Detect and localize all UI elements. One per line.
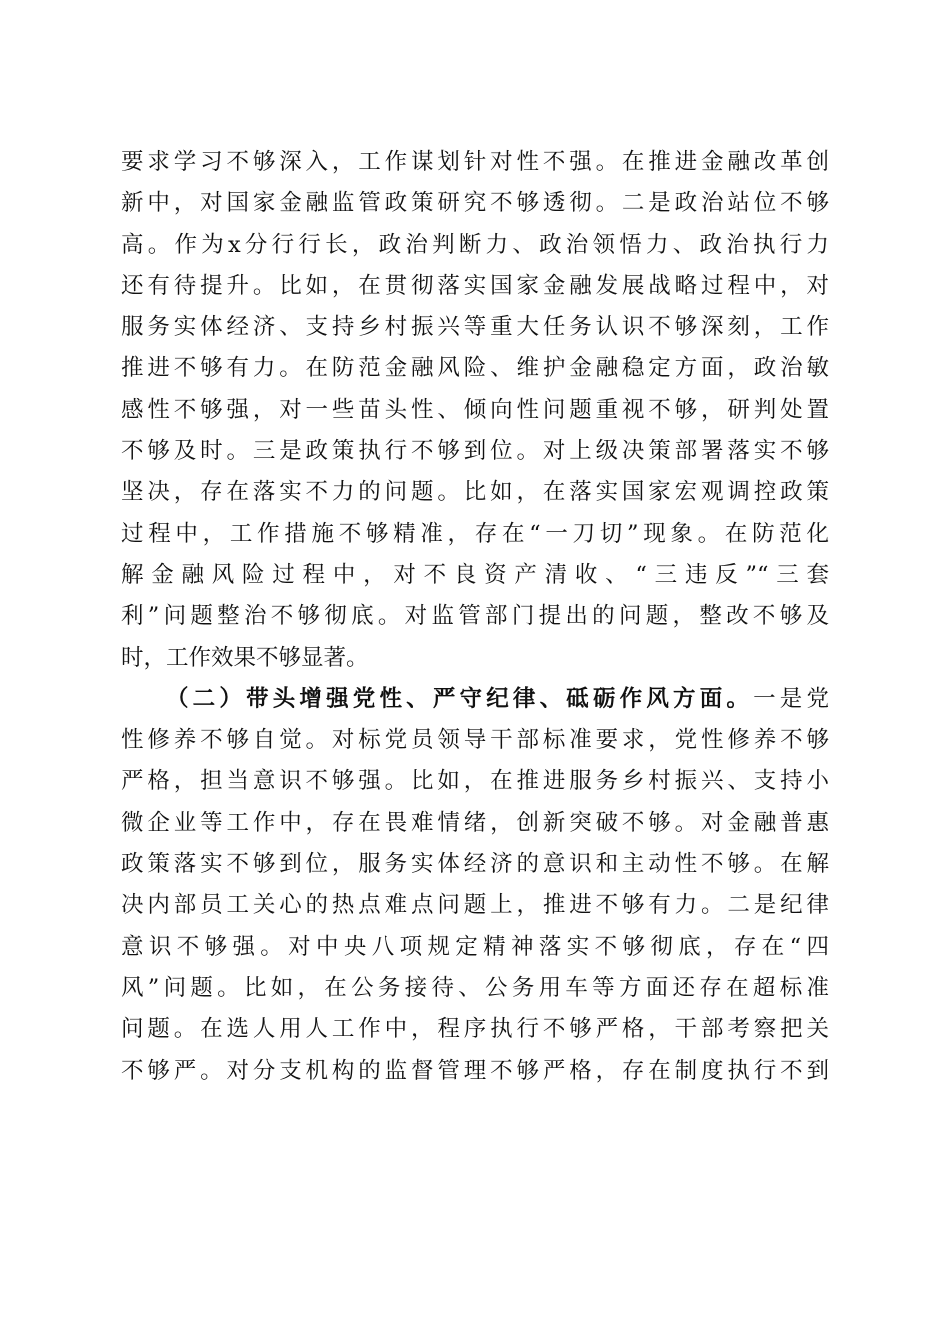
text-line: 还有待提升。比如，在贯彻落实国家金融发展战略过程中，对: [121, 272, 829, 299]
text-line: 严格，担当意识不够强。比如，在推进服务乡村振兴、支持小: [121, 768, 829, 795]
text-line: 不够严。对分支机构的监督管理不够严格，存在制度执行不到: [121, 1057, 829, 1084]
text-line: 不够及时。三是政策执行不够到位。对上级决策部署落实不够: [121, 438, 829, 465]
text-line: 利”问题整治不够彻底。对监管部门提出的问题，整改不够及: [121, 603, 829, 630]
text-fragment: 一是党: [753, 685, 829, 712]
text-line: 解金融风险过程中，对不良资产清收、“三违反”“三套: [121, 561, 829, 588]
text-line: 服务实体经济、支持乡村振兴等重大任务认识不够深刻，工作: [121, 314, 829, 341]
text-line: 新中，对国家金融监管政策研究不够透彻。二是政治站位不够: [121, 190, 829, 217]
text-line: 政策落实不够到位，服务实体经济的意识和主动性不够。在解: [121, 851, 829, 878]
document-body: [121, 142, 829, 1092]
paragraph-party-spirit-section: [121, 679, 829, 1092]
section-heading-line: [121, 679, 829, 720]
section-heading: （二）带头增强党性、严守纪律、砥砺作风方面。: [166, 685, 754, 712]
text-line: 推进不够有力。在防范金融风险、维护金融稳定方面，政治敏: [121, 355, 829, 382]
text-line: 问题。在选人用人工作中，程序执行不够严格，干部考察把关: [121, 1016, 829, 1043]
text-line: 意识不够强。对中央八项规定精神落实不够彻底，存在“四: [121, 933, 829, 960]
text-line: 感性不够强，对一些苗头性、倾向性问题重视不够，研判处置: [121, 396, 829, 423]
text-line: 要求学习不够深入，工作谋划针对性不强。在推进金融改革创: [121, 149, 829, 175]
text-line: 性修养不够自觉。对标党员领导干部标准要求，党性修养不够: [121, 727, 829, 754]
text-line: 风”问题。比如，在公务接待、公务用车等方面还存在超标准: [121, 974, 829, 1001]
text-line: 微企业等工作中，存在畏难情绪，创新突破不够。对金融普惠: [121, 809, 829, 836]
text-line: 决内部员工关心的热点难点问题上，推进不够有力。二是纪律: [121, 892, 829, 919]
text-line: 时，工作效果不够显著。: [121, 644, 369, 671]
text-line: 坚决，存在落实不力的问题。比如，在落实国家宏观调控政策: [121, 479, 829, 506]
text-line: 过程中，工作措施不够精准，存在“一刀切”现象。在防范化: [121, 520, 829, 547]
paragraph-party-building-issues: [121, 142, 829, 679]
text-line: 高。作为x分行行长，政治判断力、政治领悟力、政治执行力: [121, 231, 829, 258]
